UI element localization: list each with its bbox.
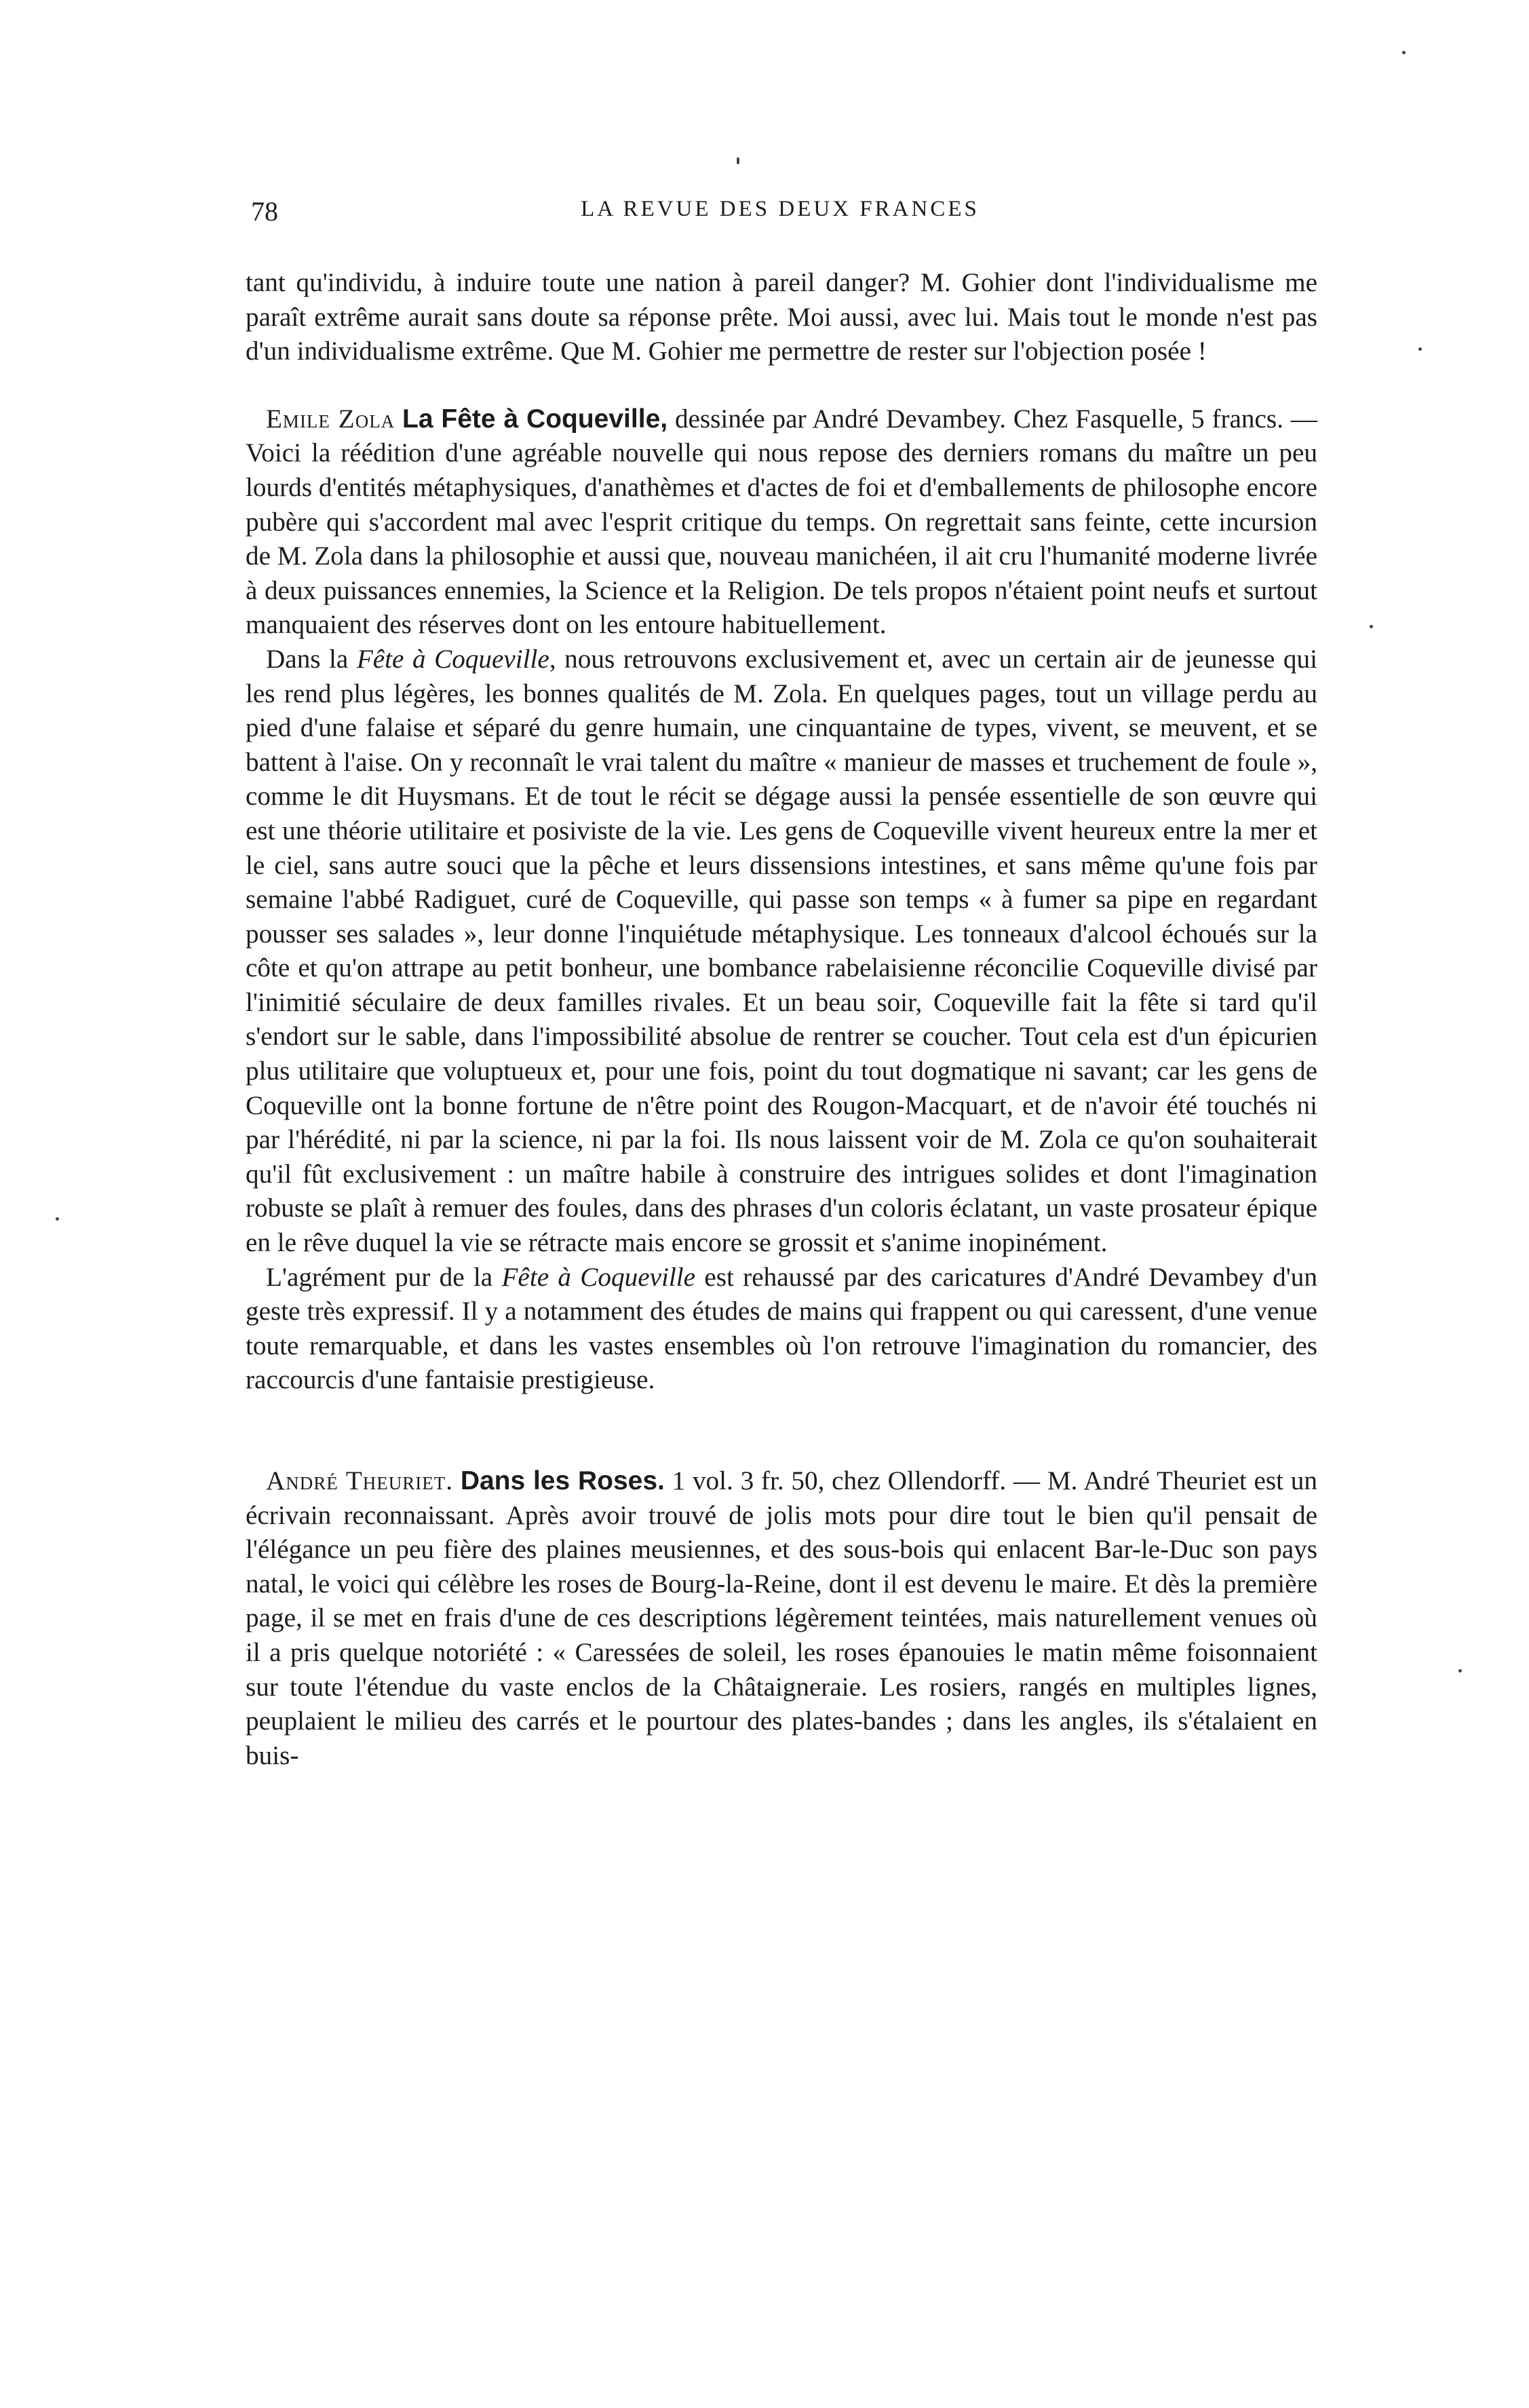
page-header [251, 195, 1309, 236]
scan-speck [1458, 1669, 1462, 1673]
paragraph-individualisme: tant qu'individu, à induire toute une nation à pareil danger? M. Gohier dont l'individualisme me paraît extrême aurait sans doute sa réponse prête. Moi aussi, avec lui. Mais tout le monde n'est pas d'un individualisme extrême. Que M. Gohier me permettre de rester sur l'objection posée ! [246, 268, 1317, 366]
scan-speck [737, 157, 739, 164]
paragraph-devambey [246, 1261, 1317, 1398]
page-number: 78 [251, 196, 278, 227]
scan-speck [1370, 625, 1373, 628]
review-book-title: La Fête à Coqueville, [402, 404, 668, 434]
scan-speck [56, 1217, 59, 1221]
review-text: dessinée par André Devambey. Chez Fasquelle, 5 francs. — Voici la réédition d'une agréable nouvelle qui nous repose des derniers romans du maître un peu lourds d'entités métaphysiques, d'anathèmes et d'actes de foi et d'emballements de philosophe encore pubère qui s'accordent mal avec l'esprit critique du temps. On regrettait sans feinte, cette incursion de M. Zola dans la philosophie et aussi que, nouveau manichéen, il ait cru l'humanité moderne livrée à deux puissances ennemies, la Science et la Religion. De tels propos n'étaient point neufs et surtout manquaient des réserves dont on les entoure habituellement. [246, 404, 1317, 640]
review-theuriet [246, 1464, 1317, 1773]
review-text: 1 vol. 3 fr. 50, chez Ollendorff. — M. André Theuriet est un écrivain reconnaissant. Après avoir trouvé de jolis mots pour dire tout le bien qu'il pensait de l'élégance un peu fière des plaines meusiennes, et des sous-bois qui enlacent Bar-le-Duc son pays natal, le voici qui célèbre les roses de Bourg-la-Reine, dont il est devenu le maire. Et dès la première page, il se met en frais d'une de ces descriptions légèrement teintées, mais naturellement venues où il a pris quelque notoriété : « Caressées de soleil, les roses épanouies le matin même foisonnaient sur toute l'étendue du vaste enclos de la Châtaigneraie. Les rosiers, rangés en multiples lignes, peuplaient le milieu des carrés et le pourtour des plates-bandes ; dans les angles, ils s'étalaient en buis- [246, 1466, 1317, 1770]
article-body [246, 266, 1317, 1773]
italic-book-title: Fête à Coqueville, [356, 644, 556, 674]
paragraph-coqueville [246, 643, 1317, 1261]
paragraph-text: nous retrouvons exclusivement et, avec un certain air de jeunesse qui les rend plus légères, les bonnes qualités de M. Zola. En quelques pages, tout un village perdu au pied d'une falaise et séparé du genre humain, une cinquantaine de types, vivent, se meuvent, et se battent à l'aise. On y reconnaît le vrai talent du maître « manieur de masses et truchement de foule », comme le dit Huysmans. Et de tout le récit se dégage aussi la pensée essentielle de son œuvre qui est une théorie utilitaire et posiviste de la vie. Les gens de Coqueville vivent heureux entre la mer et le ciel, sans autre souci que la pêche et leurs dissensions intestines, et sans même qu'une fois par semaine l'abbé Radiguet, curé de Coqueville, qui passe son temps « à fumer sa pipe en regardant pousser ses salades », leur donne l'inquiétude métaphysique. Les tonneaux d'alcool échoués sur la côte et qu'on attrape au petit bonheur, une bombance rabelaisienne réconcilie Coqueville divisé par l'inimitié séculaire de deux familles rivales. Et un beau soir, Coqueville fait la fête si tard qu'il s'endort sur le sable, dans l'impossibilité absolue de rentrer se coucher. Tout cela est d'un épicurien plus utilitaire que voluptueux et, pour une fois, point du tout dogmatique ni savant; car les gens de Coqueville ont la bonne fortune de n'être point des Rougon-Macquart, et de n'avoir été touchés ni par l'hérédité, ni par la science, ni par la foi. Ils nous laissent voir de M. Zola ce qu'on souhaiterait qu'il fût exclusivement : un maître habile à construire des intrigues solides et dont l'imagination robuste se plaît à remuer des foules, dans des phrases d'un coloris éclatant, un vaste prosateur épique en le rêve duquel la vie se rétracte mais encore se grossit et s'anime inopinément. [246, 644, 1318, 1258]
paragraph-text: L'agrément pur de la [266, 1262, 493, 1292]
review-author: Emile Zola [266, 404, 395, 434]
review-author: André Theuriet. [266, 1466, 454, 1495]
scan-speck [1418, 347, 1422, 351]
italic-book-title: Fête à Coqueville [501, 1262, 696, 1292]
scan-speck [1402, 51, 1406, 54]
review-book-title: Dans les Roses. [460, 1466, 665, 1495]
review-zola [246, 402, 1317, 643]
running-title: LA REVUE DES DEUX FRANCES [581, 197, 980, 221]
paragraph-text: Dans la [266, 644, 349, 674]
paragraph-text: est rehaussé par des caricatures d'André Devambey d'un geste très expressif. Il y a notamment des études de mains qui frappent ou qui caressent, d'une venue toute remarquable, et dans les vastes ensembles où l'on retrouve l'imagination du romancier, des raccourcis d'une fantaisie prestigieuse. [246, 1262, 1317, 1395]
